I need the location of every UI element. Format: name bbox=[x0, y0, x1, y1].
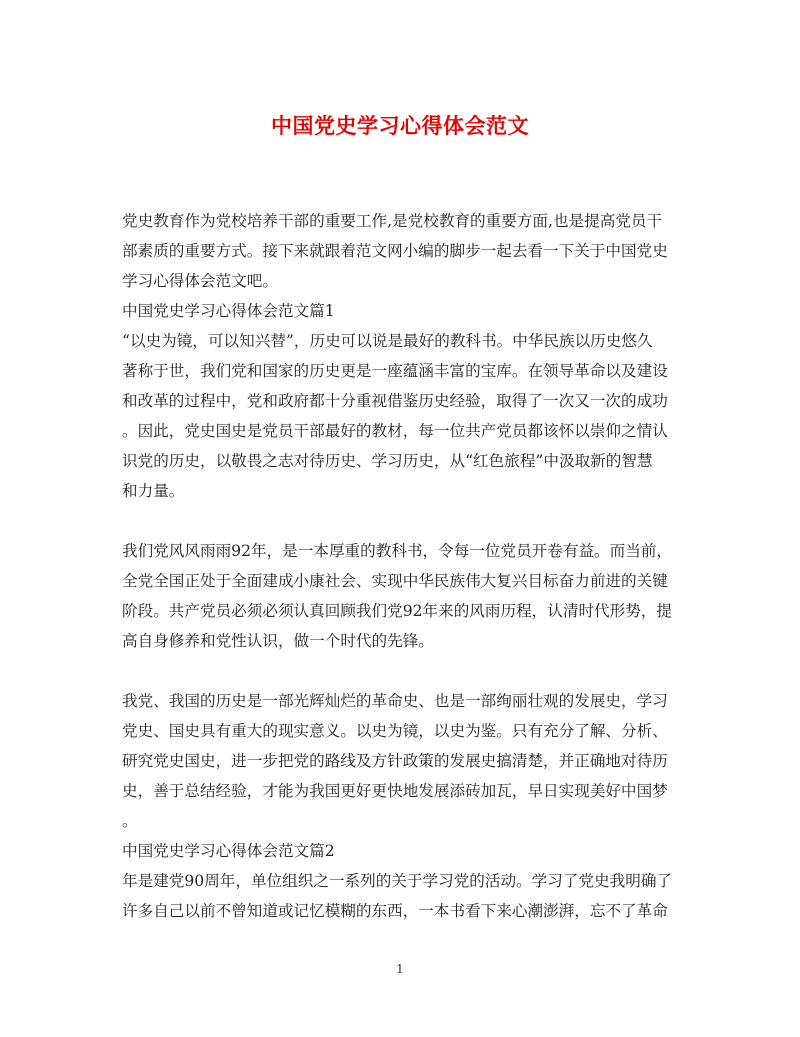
paragraph-line: 我党、我国的历史是一部光辉灿烂的革命史、也是一部绚丽壮观的发展史，学习 bbox=[122, 692, 668, 710]
paragraph-line: 阶段。共产党员必须必须认真回顾我们党92年来的风雨历程，认清时代形势，提 bbox=[122, 602, 673, 620]
paragraph-line: 学习心得体会范文吧。 bbox=[122, 272, 278, 290]
paragraph-line: 识党的历史，以敬畏之志对待历史、学习历史，从“红色旅程”中汲取新的智慧 bbox=[122, 452, 653, 470]
paragraph-line: 部素质的重要方式。接下来就跟着范文网小编的脚步一起去看一下关于中国党史 bbox=[122, 242, 668, 260]
paragraph-line: 许多自己以前不曾知道或记忆模糊的东西，一本书看下来心潮澎湃，忘不了革命 bbox=[122, 902, 668, 920]
paragraph-line: 著称于世，我们党和国家的历史更是一座蕴涵丰富的宝库。在领导革命以及建设 bbox=[122, 362, 668, 380]
page-number: 1 bbox=[396, 962, 404, 976]
paragraph-line: 高自身修养和党性认识，做一个时代的先锋。 bbox=[122, 632, 434, 650]
paragraph-line: 党史教育作为党校培养干部的重要工作,是党校教育的重要方面,也是提高党员干 bbox=[122, 212, 663, 230]
paragraph-gap bbox=[122, 506, 670, 536]
paragraph-gap bbox=[122, 656, 670, 686]
paragraph-line: 史，善于总结经验，才能为我国更好更快地发展添砖加瓦，早日实现美好中国梦 bbox=[122, 782, 668, 800]
paragraph-line: 和力量。 bbox=[122, 482, 185, 500]
paragraph-line: 。 bbox=[122, 812, 138, 830]
paragraph-line: 研究党史国史，进一步把党的路线及方针政策的发展史搞清楚，并正确地对待历 bbox=[122, 752, 668, 770]
paragraph-line: 党史、国史具有重大的现实意义。以史为镜，以史为鉴。只有充分了解、分析、 bbox=[122, 722, 668, 740]
paragraph-line: 年是建党90周年，单位组织之一系列的关于学习党的活动。学习了党史我明确了 bbox=[122, 872, 673, 890]
paragraph-line: “以史为镜，可以知兴替”，历史可以说是最好的教科书。中华民族以历史悠久 bbox=[122, 332, 653, 350]
document-title: 中国党史学习心得体会范文 bbox=[271, 113, 529, 138]
section-heading: 中国党史学习心得体会范文篇1 bbox=[122, 302, 335, 320]
paragraph-line: 。因此，党史国史是党员干部最好的教材，每一位共产党员都该怀以崇仰之情认 bbox=[122, 422, 668, 440]
paragraph-line: 全党全国正处于全面建成小康社会、实现中华民族伟大复兴目标奋力前进的关键 bbox=[122, 572, 668, 590]
paragraph-line: 我们党风风雨雨92年，是一本厚重的教科书，令每一位党员开卷有益。而当前， bbox=[122, 542, 673, 560]
section-heading: 中国党史学习心得体会范文篇2 bbox=[122, 842, 335, 860]
paragraph-line: 和改革的过程中，党和政府都十分重视借鉴历史经验，取得了一次又一次的成功 bbox=[122, 392, 668, 410]
document-body bbox=[122, 206, 673, 926]
